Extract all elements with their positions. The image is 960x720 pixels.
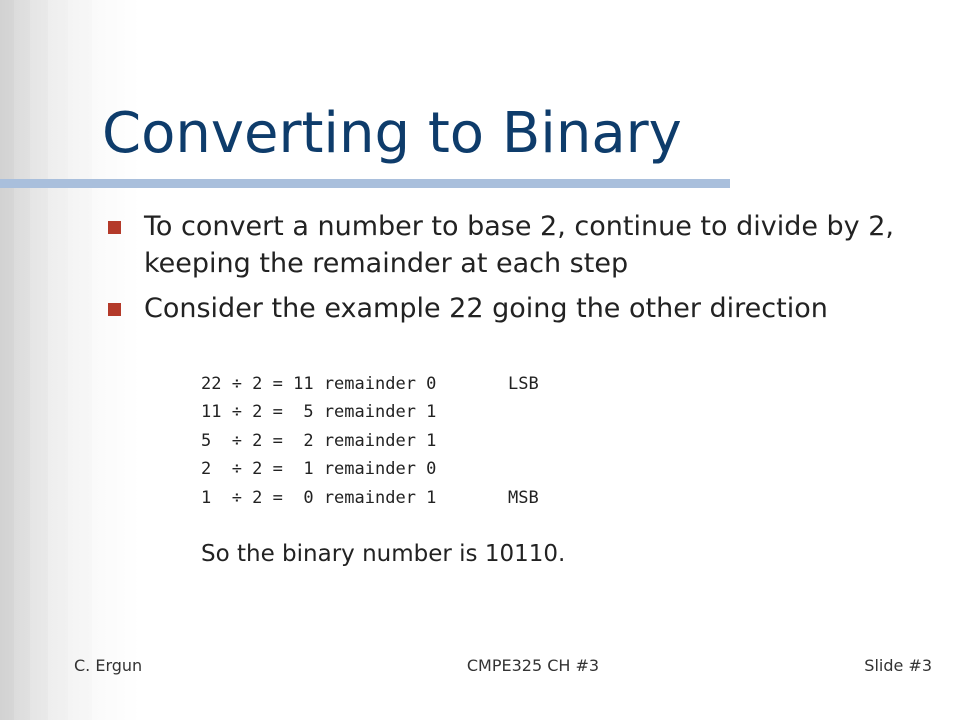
footer-author: C. Ergun — [74, 656, 143, 675]
square-bullet-icon — [108, 303, 121, 316]
slide-title: Converting to Binary — [102, 101, 682, 166]
bullet-text: Consider the example 22 going the other direction — [144, 293, 828, 324]
footer-course: CMPE325 CH #3 — [466, 656, 600, 675]
bullet-item — [104, 290, 934, 327]
division-steps — [201, 370, 539, 512]
division-step: 1 ÷ 2 = 0 remainder 1 MSB — [201, 487, 539, 508]
title-underline — [0, 179, 730, 188]
bullet-list — [104, 208, 934, 335]
division-step: 5 ÷ 2 = 2 remainder 1 — [201, 430, 437, 451]
division-step: 2 ÷ 2 = 1 remainder 0 — [201, 459, 437, 480]
bullet-text: To convert a number to base 2, continue to divide by 2, keeping the remainder at each step — [144, 211, 894, 279]
bullet-item — [104, 208, 934, 282]
division-step: 11 ÷ 2 = 5 remainder 1 — [201, 402, 437, 423]
division-step: 22 ÷ 2 = 11 remainder 0 LSB — [201, 374, 539, 394]
footer-slide-number: Slide #3 — [864, 656, 932, 675]
square-bullet-icon — [108, 221, 121, 234]
conclusion-text: So the binary number is 10110. — [201, 541, 566, 567]
